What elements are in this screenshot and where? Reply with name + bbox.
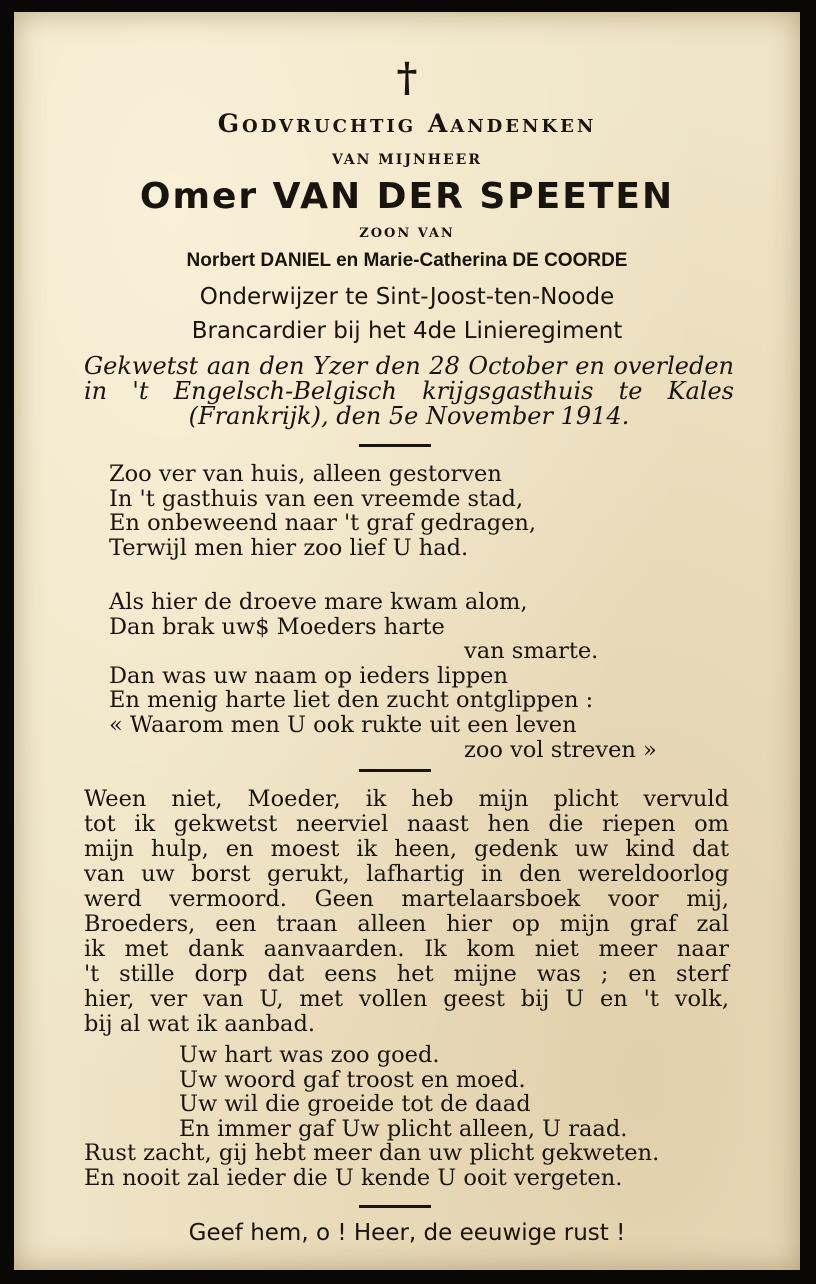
farewell-text: [84, 787, 729, 1037]
closing-lines: [84, 1141, 729, 1191]
son-of-label: ZOON VAN: [359, 226, 455, 241]
divider: [359, 769, 431, 772]
prose-line: van uw borst gerukt, lafhartig in den wereldoorlog: [84, 861, 729, 887]
prose-line: Broeders, een traan alleen hier op mijn graf zal: [84, 911, 729, 937]
divider: [359, 444, 431, 447]
verse-line: En onbeweend naar 't graf gedragen,: [109, 510, 537, 537]
verse-line: Dan brak uw$ Moeders harte: [109, 613, 445, 640]
prose-line: hier, ver van U, met vollen geest bij U en 't volk,: [84, 986, 729, 1012]
verse-line: Als hier de droeve mare kwam alom,: [109, 589, 528, 615]
prose-line: 't stille dorp dat eens het mijne was ; en sterf: [84, 961, 729, 987]
prose-line: ik met dank aanvaarden. Ik kom niet meer naar: [84, 936, 729, 962]
cross-icon: †: [396, 54, 418, 101]
verse-line: Terwijl men hier zoo lief U had.: [109, 534, 469, 561]
honorific: VAN MIJNHEER: [332, 152, 482, 168]
verse-line: van smarte.: [464, 638, 599, 665]
memorial-card: [14, 12, 800, 1270]
prose-line: werd vermoord. Geen martelaarsboek voor mij,: [84, 886, 729, 912]
verse-line: En immer gaf Uw plicht alleen, U raad.: [179, 1115, 628, 1142]
parents-names: Norbert DANIEL en Marie-Catherina DE COORDE: [186, 250, 628, 271]
closing-prayer: Geef hem, o ! Heer, de eeuwige rust !: [188, 1220, 626, 1246]
verse-line: Dan was uw naam op ieders lippen: [109, 662, 508, 689]
death-notice: Gekwetst aan den Yzer den 28 October en overleden in 't Engelsch-Belgisch krijgsgasthuis te Kales (Frankrijk), den 5e November 1914.: [84, 352, 734, 430]
verse-line: En menig harte liet den zucht ontglippen :: [109, 687, 594, 714]
military-role: Brancardier bij het 4de Linieregiment: [191, 318, 623, 344]
card-title: Godvruchtig Aandenken: [217, 109, 597, 138]
verse-line: Uw wil die groeide tot de daad: [179, 1091, 531, 1117]
prose-line: bij al wat ik aanbad.: [84, 1011, 316, 1037]
closing-line: Rust zacht, gij hebt meer dan uw plicht gekweten.: [84, 1140, 660, 1166]
verse-two: [109, 590, 749, 762]
verse-line: Uw woord gaf troost en moed.: [179, 1066, 526, 1093]
deceased-name: Omer VAN DER SPEETEN: [139, 176, 675, 217]
divider: [359, 1205, 431, 1208]
prose-line: mijn hulp, en moest ik heen, gedenk uw kind dat: [84, 836, 729, 862]
verse-line: zoo vol streven »: [464, 736, 657, 763]
prose-line: tot ik gekwetst neerviel naast hen die riepen om: [84, 811, 729, 837]
closing-line: En nooit zal ieder die U kende U ooit vergeten.: [84, 1165, 623, 1191]
verse-one: [109, 462, 749, 560]
verse-line: Zoo ver van huis, alleen gestorven: [109, 461, 502, 487]
verse-line: In 't gasthuis van een vreemde stad,: [109, 485, 524, 512]
occupation: Onderwijzer te Sint-Joost-ten-Noode: [199, 284, 615, 310]
verse-line: Uw hart was zoo goed.: [179, 1042, 440, 1068]
inner-verse: [179, 1043, 739, 1141]
verse-line: « Waarom men U ook rukte uit een leven: [109, 711, 577, 738]
prose-line: Ween niet, Moeder, ik heb mijn plicht vervuld: [84, 786, 729, 812]
